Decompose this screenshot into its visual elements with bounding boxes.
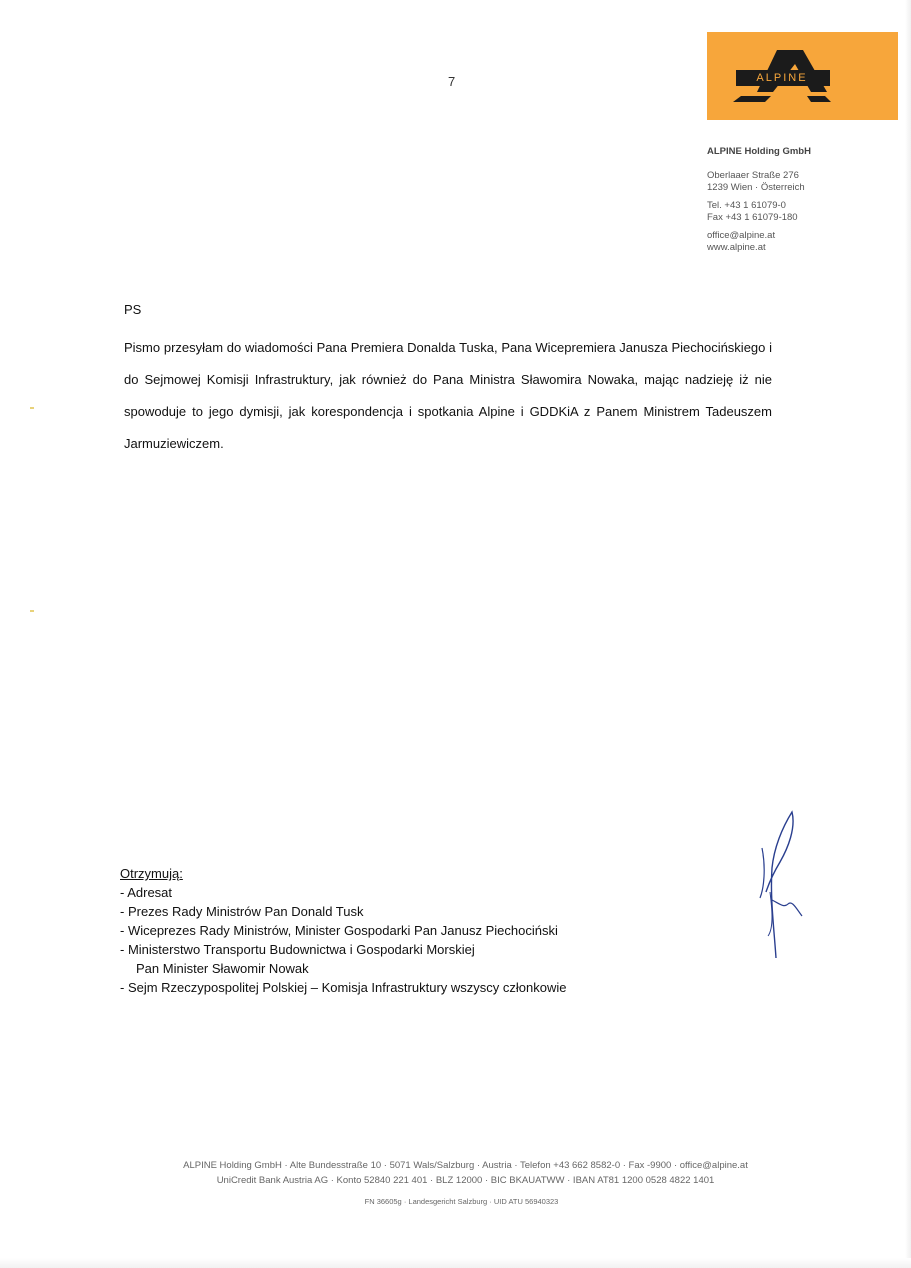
page-number: 7 <box>448 74 456 89</box>
company-website: www.alpine.at <box>707 242 766 253</box>
company-email: office@alpine.at <box>707 229 776 241</box>
recipient-item: - Prezes Rady Ministrów Pan Donald Tusk <box>120 904 364 919</box>
company-name: ALPINE Holding GmbH <box>707 146 811 157</box>
recipient-item: - Ministerstwo Transportu Budownictwa i Gospodarki Morskiej <box>120 942 475 957</box>
handwritten-signature <box>752 808 812 968</box>
company-address-line2: 1239 Wien · Österreich <box>707 182 805 193</box>
company-phone: Tel. +43 1 61079-0 <box>707 199 786 211</box>
scan-speck <box>30 610 34 612</box>
scan-edge-right <box>905 0 911 1268</box>
scan-edge-bottom <box>0 1258 911 1268</box>
company-fax: Fax +43 1 61079-180 <box>707 212 798 223</box>
alpine-logo-text: ALPINE <box>756 72 808 84</box>
recipients-list <box>120 864 720 997</box>
scan-speck <box>30 407 34 409</box>
recipients-heading: Otrzymują: <box>120 866 183 881</box>
company-address-line1: Oberlaaer Straße 276 <box>707 169 799 181</box>
letter-body: Pismo przesyłam do wiadomości Pana Premiera Donalda Tuska, Pana Wicepremiera Janusza Piechocińskiego i do Sejmowej Komisji Infrastruktury, jak również do Pana Ministra Sławomira Nowaka, mając nadzieję iż nie spowoduje to jego dymisji, jak korespondencja i spotkania Alpine i GDDKiA z Panem Ministrem Tadeuszem Jarmuziewiczem. <box>124 340 772 451</box>
recipient-item: Pan Minister Sławomir Nowak <box>136 961 309 976</box>
recipient-item: - Wiceprezes Rady Ministrów, Minister Gospodarki Pan Janusz Piechociński <box>120 923 558 938</box>
ps-label: PS <box>124 302 142 317</box>
footer-line3: FN 36605g · Landesgericht Salzburg · UID ATU 56940323 <box>364 1197 559 1206</box>
recipient-item: - Sejm Rzeczypospolitej Polskiej – Komisja Infrastruktury wszyscy członkowie <box>120 980 567 995</box>
footer-line1: ALPINE Holding GmbH · Alte Bundesstraße 10 · 5071 Wals/Salzburg · Austria · Telefon +43 662 8582-0 · Fax -9900 · office@alpine.at <box>183 1160 748 1171</box>
recipient-item: - Adresat <box>120 885 173 900</box>
footer-line2: UniCredit Bank Austria AG · Konto 52840 221 401 · BLZ 12000 · BIC BKAUATWW · IBAN AT81 1200 0528 4822 1401 <box>216 1175 715 1186</box>
company-address-block <box>707 146 907 260</box>
